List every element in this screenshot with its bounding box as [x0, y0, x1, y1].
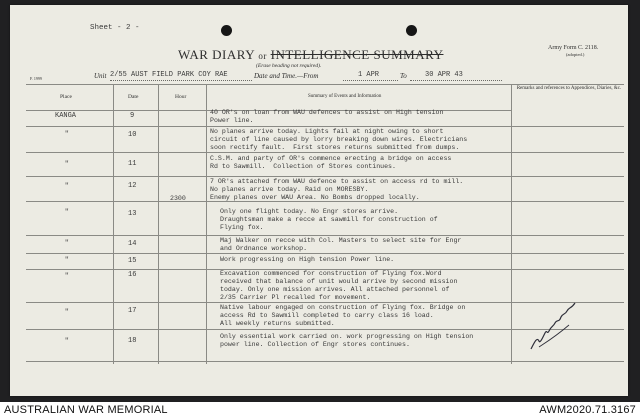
row-place-ditto: "	[65, 238, 69, 248]
row-summary: Native labour engaged on construction of Flying fox. Bridge on access Rd to Sawmill completed to carry class 16 load. All weekly returns submitted.	[220, 304, 466, 327]
row-date: 17	[128, 307, 137, 315]
row-date: 14	[128, 240, 137, 248]
row-place-ditto: "	[65, 207, 69, 217]
row-summary: Maj Walker on recce with Col. Masters to select site for Engr and Ordnance workshop.	[220, 237, 462, 252]
punch-hole	[221, 25, 232, 36]
row-date: 16	[128, 271, 137, 279]
title-subnote: (Erase heading not required).	[256, 63, 322, 69]
row-rule	[26, 152, 624, 153]
row-date: 10	[128, 131, 137, 139]
row-rule	[26, 176, 624, 177]
to-label: To	[400, 72, 407, 80]
row-date: 18	[128, 337, 137, 345]
to-underline	[410, 80, 502, 81]
row-place-ditto: "	[65, 307, 69, 317]
row-summary: Only one flight today. No Engr stores arrive. Draughtsman make a recce at sawmill for construction of Flying fox.	[220, 208, 438, 231]
title-or: or	[258, 51, 267, 61]
row-summary: Only essential work carried on. work progressing on High tension power line. Collection of Engr stores continues.	[220, 333, 474, 348]
col-header-remarks: Remarks and references to Appendices, Diaries, &c.	[516, 86, 622, 91]
row-date: 13	[128, 210, 137, 218]
unit-underline	[110, 80, 252, 81]
row-date: 12	[128, 182, 137, 190]
col-header-place: Place	[60, 94, 72, 100]
row-summary: Work progressing on High tension Power line.	[220, 256, 395, 263]
date-time-label: Date and Time.—From	[254, 72, 319, 80]
sheet-label: Sheet - 2 -	[90, 24, 140, 32]
row-date: 9	[130, 112, 135, 120]
row-place-ditto: "	[65, 336, 69, 346]
row-summary: Enemy planes over WAU Area. No Bombs dropped locally.	[210, 194, 420, 201]
diary-sheet	[10, 5, 628, 396]
table-bottom-rule	[26, 361, 624, 362]
row-summary: No planes arrive today. Lights fail at night owing to short circuit of line caused by lorry breaking down wires. Electricians soon rectify fault. First stores returns submitted from dumps.	[210, 128, 468, 151]
row-place: KANGA	[55, 112, 77, 120]
row-hour: 2300	[170, 195, 186, 202]
army-form-adopted: (adopted.)	[566, 52, 585, 57]
army-form: Army Form C. 2118.	[548, 45, 599, 51]
form-number: F. 1999	[30, 76, 42, 81]
row-date: 15	[128, 257, 137, 265]
table-top-rule	[26, 84, 624, 85]
unit-label: Unit	[94, 72, 107, 80]
from-value: 1 APR	[358, 71, 380, 79]
title-intelligence-summary: INTELLIGENCE SUMMARY	[270, 47, 444, 62]
row-summary: Excavation commenced for construction of Flying fox.Word received that balance of unit would arrive by second mission today. Only one mission arrives. All attached personnel of 2/35 Carrier Pl recalled for movement.	[220, 270, 458, 301]
row-summary: C.S.M. and party of OR's commence erecting a bridge on access Rd to Sawmill. Collection of Stores continues.	[210, 155, 452, 170]
row-place-ditto: "	[65, 255, 69, 265]
row-date: 11	[128, 160, 137, 168]
signature	[525, 297, 585, 357]
col-header-date: Date	[128, 94, 139, 100]
row-place-ditto: "	[65, 159, 69, 169]
row-place-ditto: "	[65, 129, 69, 139]
col-header-hour: Hour	[175, 94, 187, 100]
footer-left: AUSTRALIAN WAR MEMORIAL	[4, 404, 168, 416]
from-underline	[343, 80, 398, 81]
page-title	[178, 47, 443, 63]
footer-right: AWM2020.71.3167	[539, 404, 636, 416]
row-place-ditto: "	[65, 271, 69, 281]
row-place-ditto: "	[65, 181, 69, 191]
punch-hole	[406, 25, 417, 36]
row-rule	[26, 126, 624, 127]
col-header-summary: Summary of Events and Information	[308, 94, 382, 99]
row-summary: 7 OR's attached from WAU defence to assist on access rd to mill. No planes arrive today. Raid on MORESBY.	[210, 178, 464, 193]
row-rule	[26, 235, 624, 236]
title-war-diary: WAR DIARY	[178, 47, 255, 62]
unit-value: 2/55 AUST FIELD PARK COY RAE	[110, 71, 228, 79]
row-rule	[26, 253, 624, 254]
row-summary: 40 OR's on loan from WAU defences to assist on High tension Power line.	[210, 109, 444, 124]
to-value: 30 APR 43	[425, 71, 463, 79]
